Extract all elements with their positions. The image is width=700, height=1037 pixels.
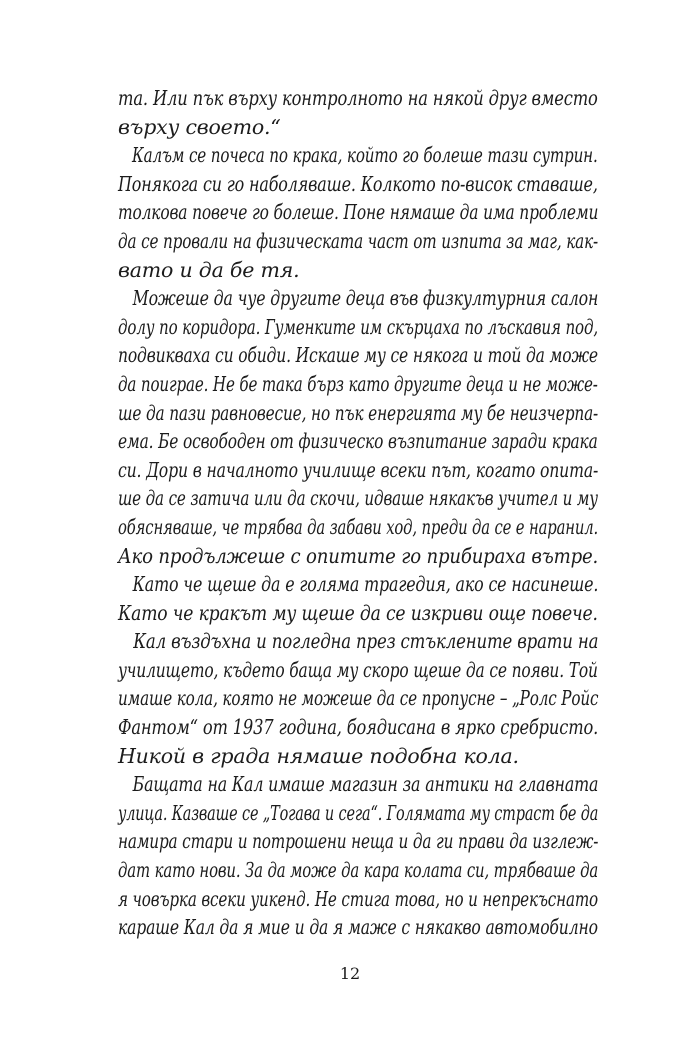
text-line: училището, където баща му скоро щеше да се появи. Той — [118, 657, 598, 682]
text-line: караше Кал да я мие и да я маже с някакво автомобилно — [118, 915, 598, 940]
text-line: та. Или пък върху контролното на някой друг вместо — [118, 86, 598, 110]
page-body — [118, 84, 598, 942]
text-line: Ако продължеше с опитите го прибираха вътре. — [118, 543, 599, 568]
text-line: долу по коридора. Гуменките им скърцаха по лъскавия под, — [118, 314, 598, 339]
text-line: върху своето.“ — [118, 114, 281, 139]
text-line: толкова повече го болеше. Поне нямаше да има проблеми — [118, 200, 599, 225]
text-line: имаше кола, която не можеше да се пропусне – „Ролс Ройс — [118, 686, 599, 711]
text-line: вато и да бе тя. — [118, 257, 300, 282]
text-line: Калъм се почеса по крака, който го болеше тази сутрин. — [118, 143, 598, 168]
text-line: да поиграе. Не бе така бърз като другите деца и не може- — [118, 371, 598, 396]
text-line: да се провали на физическата част от изпита за маг, как- — [118, 228, 598, 253]
text-line: Като че кракът му щеше да се изкриви още повече. — [118, 600, 598, 625]
text-line: Бащата на Кал имаше магазин за антики на главната — [118, 772, 599, 797]
text-line: ше да пази равновесие, но пък енергията му бе неизчерпа- — [118, 400, 599, 425]
text-line: Като че щеше да е голяма трагедия, ако се насинеше. — [118, 572, 599, 597]
text-line: я човърка всеки уикенд. Не стига това, но и непрекъснато — [118, 886, 599, 911]
text-line: намира стари и потрошени неща и да ги прави да изглеж- — [118, 829, 599, 854]
text-line: подвикваха си обиди. Искаше му се някога и той да може — [118, 343, 598, 368]
text-line: си. Дори в началното училище всеки път, когато опита- — [118, 457, 599, 482]
text-line: ше да се затича или да скочи, идваше някакъв учител и му — [118, 486, 598, 511]
text-line: ема. Бе освободен от физическо възпитание заради крака — [118, 429, 598, 454]
text-line: обясняваше, че трябва да забави ход, преди да се е наранил. — [118, 514, 599, 539]
text-line: Кал въздъхна и погледна през стъклените врати на — [118, 629, 599, 654]
text-line: Никой в града нямаше подобна кола. — [118, 743, 519, 768]
text-line: улица. Казваше се „Тогава и сега“. Голямата му страст бе да — [118, 800, 599, 825]
text-line: Фантом“ от 1937 година, боядисана в ярко сребристо. — [118, 715, 599, 740]
page-number: 12 — [339, 964, 361, 983]
text-line: Можеше да чуе другите деца във физкултурния салон — [118, 286, 599, 311]
text-line: Понякога си го наболяваше. Колкото по-висок ставаше, — [118, 171, 598, 196]
text-line: дат като нови. За да може да кара колата си, трябваше да — [118, 858, 599, 883]
